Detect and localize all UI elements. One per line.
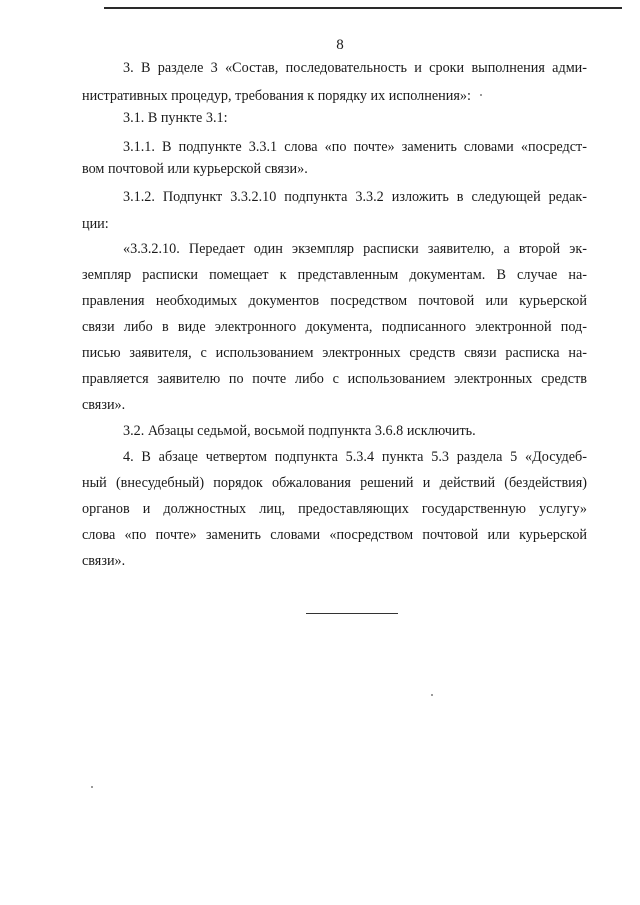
- text-line: связи».: [82, 397, 126, 413]
- text-line: 3.2. Абзацы седьмой, восьмой подпункта 3.6.8 исключить.: [123, 423, 476, 439]
- text-line: нистративных процедур, требования к порядку их исполнения»:: [82, 88, 471, 104]
- scan-speck: [91, 786, 93, 788]
- end-rule: [306, 613, 398, 614]
- text-line: «3.3.2.10. Передает один экземпляр расписки заявителю, а второй эк-: [123, 241, 587, 257]
- scan-speck: [480, 94, 482, 96]
- text-line: 3.1.2. Подпункт 3.3.2.10 подпункта 3.3.2 изложить в следующей редак-: [123, 189, 587, 205]
- text-line: земпляр расписки помещает к представленным документам. В случае на-: [82, 267, 587, 283]
- text-line: органов и должностных лиц, предоставляющих государственную услугу»: [82, 501, 587, 517]
- text-line: связи».: [82, 553, 126, 569]
- text-line: слова «по почте» заменить словами «посредством почтовой или курьерской: [82, 527, 587, 543]
- text-line: 3.1. В пункте 3.1:: [123, 110, 228, 126]
- text-line: связи либо в виде электронного документа, подписанного электронной под-: [82, 319, 587, 335]
- text-line: правляется заявителю по почте либо с использованием электронных средств: [82, 371, 587, 387]
- text-line: ции:: [82, 216, 109, 232]
- text-line: ный (внесудебный) порядок обжалования решений и действий (бездействия): [82, 475, 587, 491]
- text-line: 3.1.1. В подпункте 3.3.1 слова «по почте» заменить словами «посредст-: [123, 139, 587, 155]
- text-line: правления необходимых документов посредством почтовой или курьерской: [82, 293, 587, 309]
- top-rule: [104, 7, 622, 9]
- text-line: 3. В разделе 3 «Состав, последовательность и сроки выполнения адми-: [123, 60, 587, 76]
- scan-speck: [431, 694, 433, 696]
- text-line: писью заявителя, с использованием электронных средств связи расписка на-: [82, 345, 587, 361]
- text-line: 4. В абзаце четвертом подпункта 5.3.4 пункта 5.3 раздела 5 «Досудеб-: [123, 449, 587, 465]
- page-number: 8: [336, 37, 344, 53]
- text-line: вом почтовой или курьерской связи».: [82, 161, 308, 177]
